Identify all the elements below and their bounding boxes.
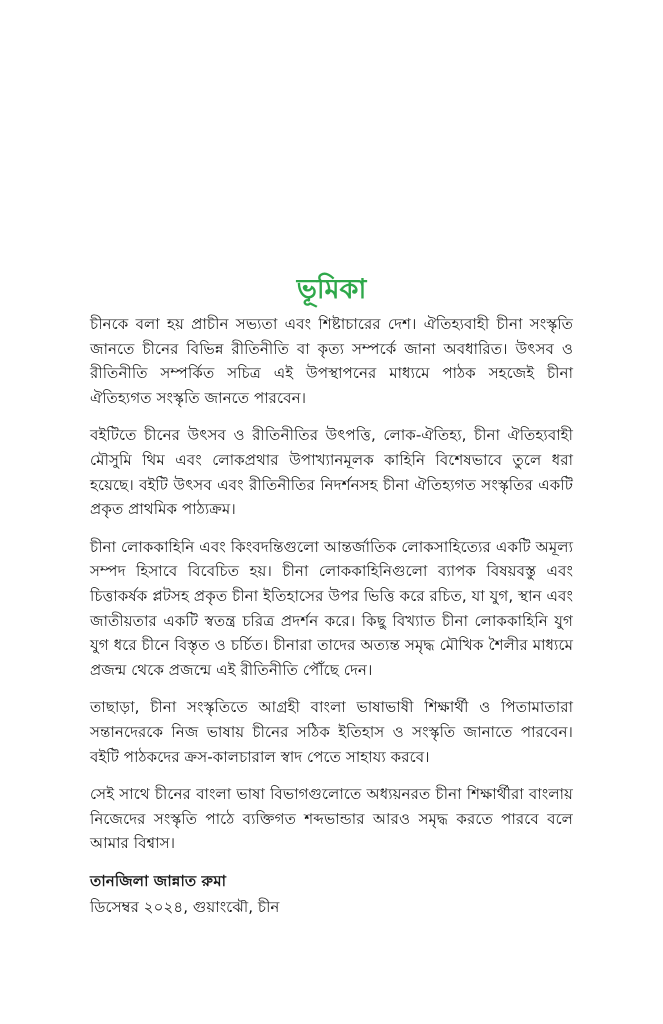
paragraph-5: সেই সাথে চীনের বাংলা ভাষা বিভাগগুলোতে অধ্যয়নরত চীনা শিক্ষার্থীরা বাংলায় নিজেদের সংস্কৃতি পাঠে ব্যক্তিগত শব্দভান্ডার আরও সমৃদ্ধ করতে পারবে বলে আমার বিশ্বাস। [90,785,573,853]
paragraph-4: তাছাড়া, চীনা সংস্কৃতিতে আগ্রহী বাংলা ভাষাভাষী শিক্ষার্থী ও পিতামাতারা সন্তানদেরকে নিজ ভাষায় চীনের সঠিক ইতিহাস ও সংস্কৃতি জানাতে পারবেন। বইটি পাঠকদের ক্রস-কালচারাল স্বাদ পেতে সাহায্য করবে। [90,698,573,766]
signature-block [90,868,573,920]
paragraph-3: চীনা লোককাহিনি এবং কিংবদন্তিগুলো আন্তর্জাতিক লোকসাহিত্যের একটি অমূল্য সম্পদ হিসাবে বিবেচিত হয়। চীনা লোককাহিনিগুলো ব্যাপক বিষয়বস্তু এবং চিত্তাকর্ষক প্লটসহ প্রকৃত চীনা ইতিহাসের উপর ভিত্তি করে রচিত, যা যুগ, স্থান এবং জাতীয়তার একটি স্বতন্ত্র চরিত্র প্রদর্শন করে। কিছু বিখ্যাত চীনা লোককাহিনি যুগ যুগ ধরে চীনে বিস্তৃত ও চর্চিত। চীনারা তাদের অত্যন্ত সমৃদ্ধ মৌখিক শৈলীর মাধ্যমে প্রজন্ম থেকে প্রজন্মে এই রীতিনীতি পৌঁছে দেন। [90,537,573,679]
paragraph-1: চীনকে বলা হয় প্রাচীন সভ্যতা এবং শিষ্টাচারের দেশ। ঐতিহ্যবাহী চীনা সংস্কৃতি জানতে চীনের বিভিন্ন রীতিনীতি বা কৃত্য সম্পর্কে জানা অবধারিত। উৎসব ও রীতিনীতি সম্পর্কিত সচিত্র এই উপস্থাপনের মাধ্যমে পাঠক সহজেই চীনা ঐতিহ্যগত সংস্কৃতি জানতে পারবেন। [90,315,573,407]
page-title: ভূমিকা [296,274,367,306]
preface-body [90,312,573,869]
date-place: ডিসেম্বর ২০২৪, গুয়াংঝৌ, চীন [90,898,280,916]
author-name: তানজিলা জান্নাত রুমা [90,872,227,890]
paragraph-2: বইটিতে চীনের উৎসব ও রীতিনীতির উৎপত্তি, লোক-ঐতিহ্য, চীনা ঐতিহ্যবাহী মৌসুমি থিম এবং লোকপ্রথার উপাখ্যানমূলক কাহিনি বিশেষভাবে তুলে ধরা হয়েছে। বইটি উৎসব এবং রীতিনীতির নিদর্শনসহ চীনা ঐতিহ্যগত সংস্কৃতির একটি প্রকৃত প্রাথমিক পাঠ্যক্রম। [90,426,573,519]
